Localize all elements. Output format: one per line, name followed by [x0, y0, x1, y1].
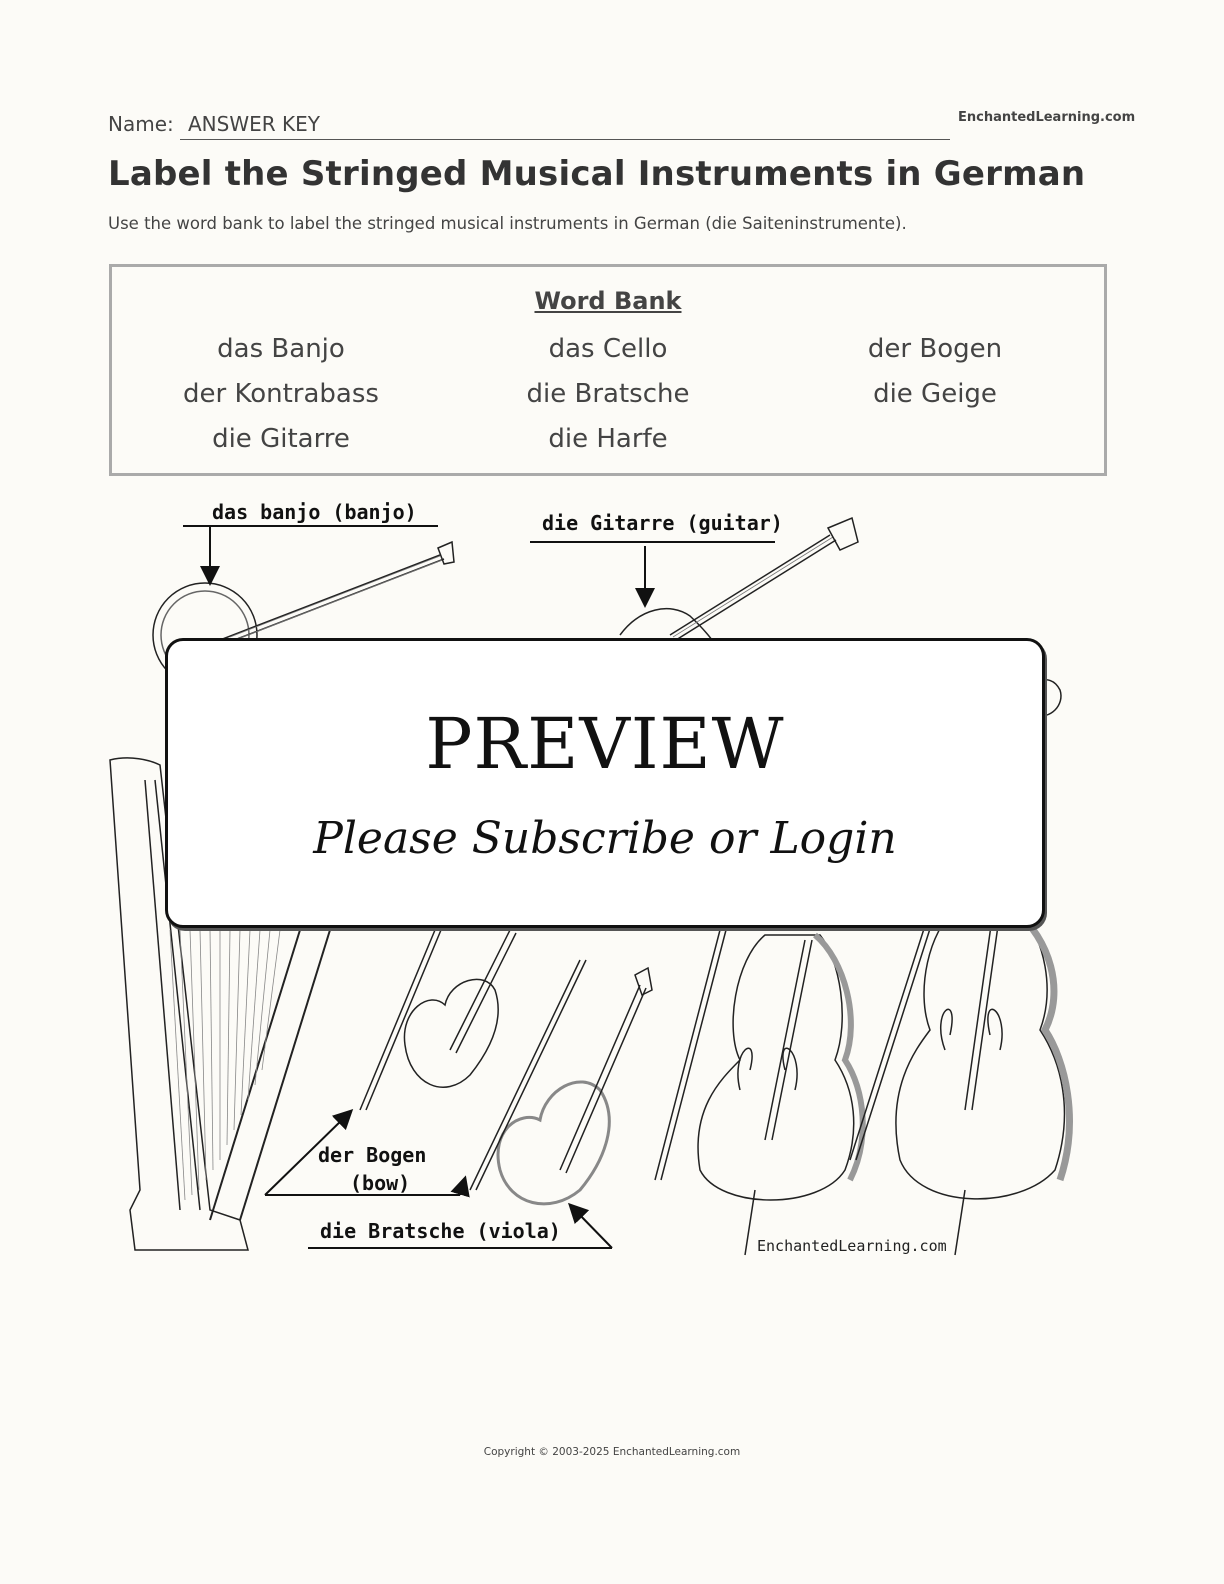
illustration-watermark: EnchantedLearning.com — [757, 1237, 947, 1255]
copyright-footer: Copyright © 2003-2025 EnchantedLearning.com — [483, 1446, 741, 1458]
bow-label: der Bogen — [318, 1143, 427, 1167]
page-title: Label the Stringed Musical Instruments in German — [108, 154, 1086, 194]
violin-drawing — [404, 930, 516, 1087]
word-bank-item: die Bratsche — [526, 379, 690, 409]
word-bank-item: das Banjo — [217, 334, 345, 364]
word-bank-item: das Cello — [548, 334, 668, 364]
word-bank-item: die Gitarre — [212, 424, 350, 454]
subscribe-login-prompt[interactable]: Please Subscribe or Login — [313, 813, 897, 864]
word-bank-item: der Kontrabass — [183, 379, 379, 409]
word-bank-item: der Bogen — [867, 334, 1003, 364]
word-bank-column — [116, 329, 446, 464]
bow-label-translation: (bow) — [350, 1171, 411, 1195]
word-bank — [109, 264, 1107, 476]
guitar-drawing — [620, 518, 858, 640]
name-underline — [180, 139, 950, 140]
word-bank-column — [443, 329, 773, 464]
bow-drawing — [360, 930, 435, 1110]
word-bank-item: die Harfe — [548, 424, 668, 454]
name-row — [108, 108, 950, 140]
preview-overlay[interactable] — [165, 638, 1045, 928]
banjo-label: das banjo (banjo) — [212, 500, 417, 524]
viola-label: die Bratsche (viola) — [320, 1219, 561, 1243]
word-bank-item: die Geige — [873, 379, 997, 409]
preview-title: PREVIEW — [425, 703, 785, 785]
name-label: Name: — [108, 112, 174, 136]
bow-drawing — [366, 930, 441, 1110]
name-value: ANSWER KEY — [188, 112, 320, 136]
instructions: Use the word bank to label the stringed musical instruments in German (die Saiteninstrumente). — [108, 214, 907, 233]
guitar-label: die Gitarre (guitar) — [542, 511, 783, 535]
word-bank-title: Word Bank — [534, 287, 682, 315]
word-bank-column — [770, 329, 1100, 419]
cello-drawing — [655, 930, 863, 1255]
brand-link[interactable]: EnchantedLearning.com — [958, 110, 1136, 125]
